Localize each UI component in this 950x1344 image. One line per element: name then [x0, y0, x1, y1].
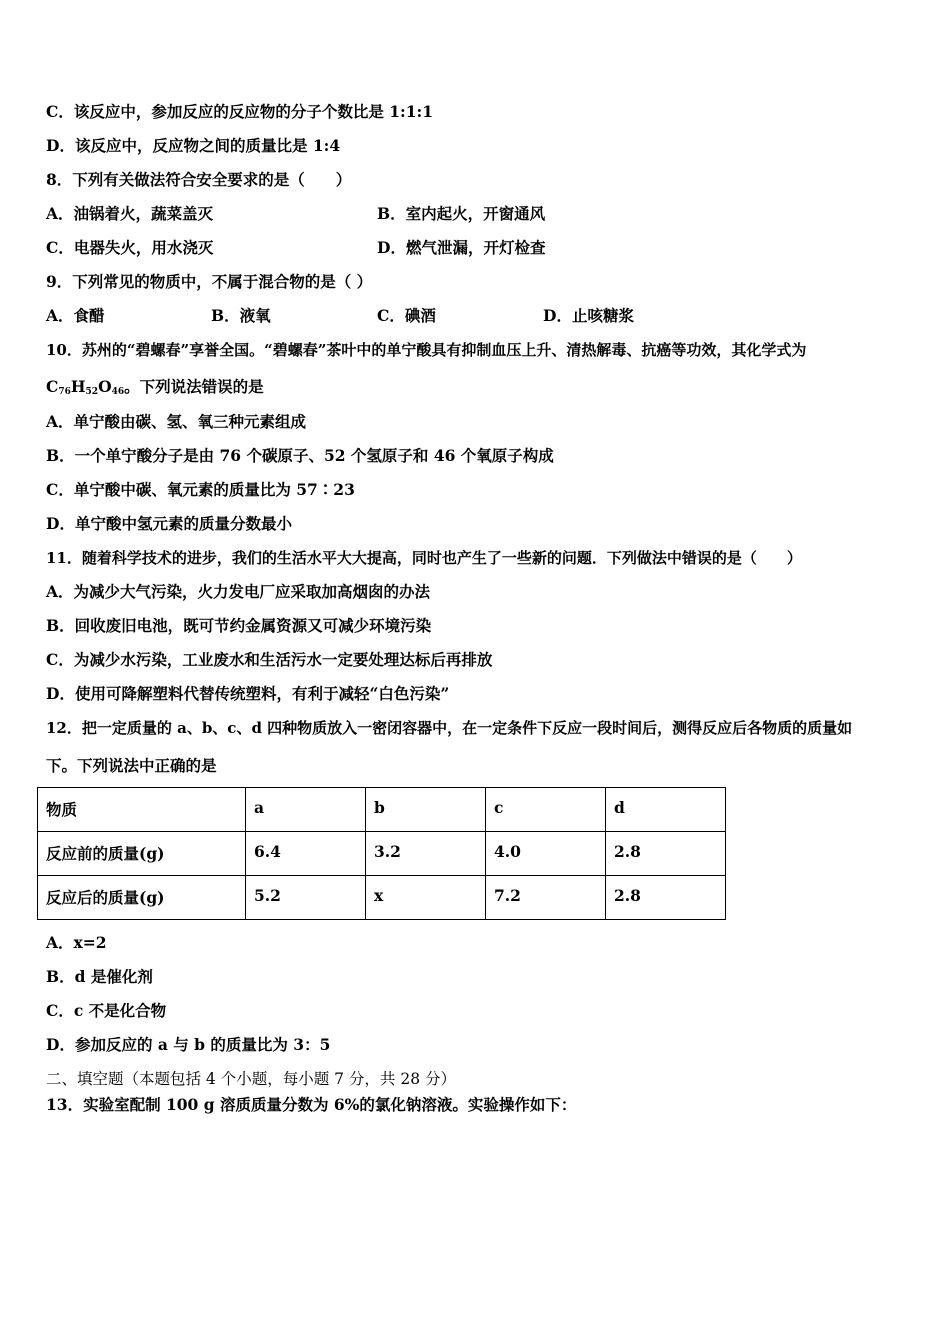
- formula-c: C: [46, 377, 59, 396]
- table-cell: 7.2: [486, 876, 606, 920]
- q11-option-a: A．为减少大气污染，火力发电厂应采取加高烟囱的办法: [46, 582, 431, 601]
- q10-stem-tail: 。下列说法错误的是: [124, 377, 264, 396]
- q12-option-d: D．参加反应的 a 与 b 的质量比为 3：5: [46, 1035, 331, 1054]
- q10-stem-line2: [46, 377, 264, 402]
- q10-option-b: B．一个单宁酸分子是由 76 个碳原子、52 个氢原子和 46 个氧原子构成: [46, 446, 554, 465]
- q7-option-d: D．该反应中，反应物之间的质量比是 1:4: [46, 136, 341, 155]
- q8-stem: 8．下列有关做法符合安全要求的是（ ）: [46, 170, 352, 189]
- q11-option-b: B．回收废旧电池，既可节约金属资源又可减少环境污染: [46, 616, 432, 635]
- table-cell: 物质: [38, 788, 246, 832]
- q12-option-c: C．c 不是化合物: [46, 1001, 167, 1020]
- table-cell: 6.4: [246, 832, 366, 876]
- q12-stem-line1: 12．把一定质量的 a、b、c、d 四种物质放入一密闭容器中，在一定条件下反应一段时间后，测得反应后各物质的质量如: [46, 719, 853, 737]
- q9-option-b: B．液氧: [211, 306, 271, 325]
- q9-option-a: A．食醋: [46, 306, 105, 325]
- section-2-title: 二、填空题（本题包括 4 个小题，每小题 7 分，共 28 分）: [46, 1070, 457, 1088]
- formula-c-sub: 76: [58, 387, 71, 397]
- table-cell: 反应后的质量(g): [38, 876, 246, 920]
- q8-option-b: B．室内起火，开窗通风: [377, 204, 546, 223]
- q13-stem: 13．实验室配制 100 g 溶质质量分数为 6%的氯化钠溶液。实验操作如下：: [46, 1095, 577, 1114]
- q10-option-c: C．单宁酸中碳、氧元素的质量比为 57∶23: [46, 480, 355, 499]
- formula-h-sub: 52: [85, 387, 99, 397]
- q12-option-a: A．x=2: [46, 933, 107, 952]
- q7-option-c: C．该反应中，参加反应的反应物的分子个数比是 1:1:1: [46, 102, 434, 121]
- q10-option-d: D．单宁酸中氢元素的质量分数最小: [46, 514, 292, 533]
- table-cell: x: [366, 876, 486, 920]
- table-row: [38, 832, 726, 876]
- q8-option-d: D．燃气泄漏，开灯检查: [377, 238, 546, 257]
- q9-option-d: D．止咳糖浆: [543, 306, 634, 325]
- q11-stem: 11．随着科学技术的进步，我们的生活水平大大提高，同时也产生了一些新的问题．下列做法中错误的是（ ）: [46, 549, 802, 567]
- mass-table: [37, 787, 726, 920]
- table-cell: 2.8: [606, 876, 726, 920]
- table-cell: 4.0: [486, 832, 606, 876]
- table-cell: b: [366, 788, 486, 832]
- formula-o: O: [98, 377, 112, 396]
- table-cell: c: [486, 788, 606, 832]
- q12-stem-line2: 下。下列说法中正确的是: [46, 756, 217, 775]
- table-cell: a: [246, 788, 366, 832]
- q11-option-d: D．使用可降解塑料代替传统塑料，有利于减轻“白色污染”: [46, 684, 450, 703]
- q9-stem: 9．下列常见的物质中，不属于混合物的是（ ）: [46, 272, 373, 291]
- formula-h: H: [70, 377, 86, 396]
- formula-o-sub: 46: [111, 387, 125, 397]
- table-row: [38, 876, 726, 920]
- table-header-row: [38, 788, 726, 832]
- table-cell: 5.2: [246, 876, 366, 920]
- q8-option-c: C．电器失火，用水浇灭: [46, 238, 214, 257]
- table-cell: 反应前的质量(g): [38, 832, 246, 876]
- q10-option-a: A．单宁酸由碳、氢、氧三种元素组成: [46, 412, 307, 431]
- q12-option-b: B．d 是催化剂: [46, 967, 153, 986]
- q8-option-a: A．油锅着火，蔬菜盖灭: [46, 204, 214, 223]
- q9-option-c: C．碘酒: [377, 306, 436, 325]
- q10-stem-line1: 10．苏州的“碧螺春”享誉全国。“碧螺春”茶叶中的单宁酸具有抑制血压上升、清热解毒、抗癌等功效，其化学式为: [46, 341, 807, 359]
- table-cell: d: [606, 788, 726, 832]
- q11-option-c: C．为减少水污染，工业废水和生活污水一定要处理达标后再排放: [46, 650, 493, 669]
- table-cell: 2.8: [606, 832, 726, 876]
- table-cell: 3.2: [366, 832, 486, 876]
